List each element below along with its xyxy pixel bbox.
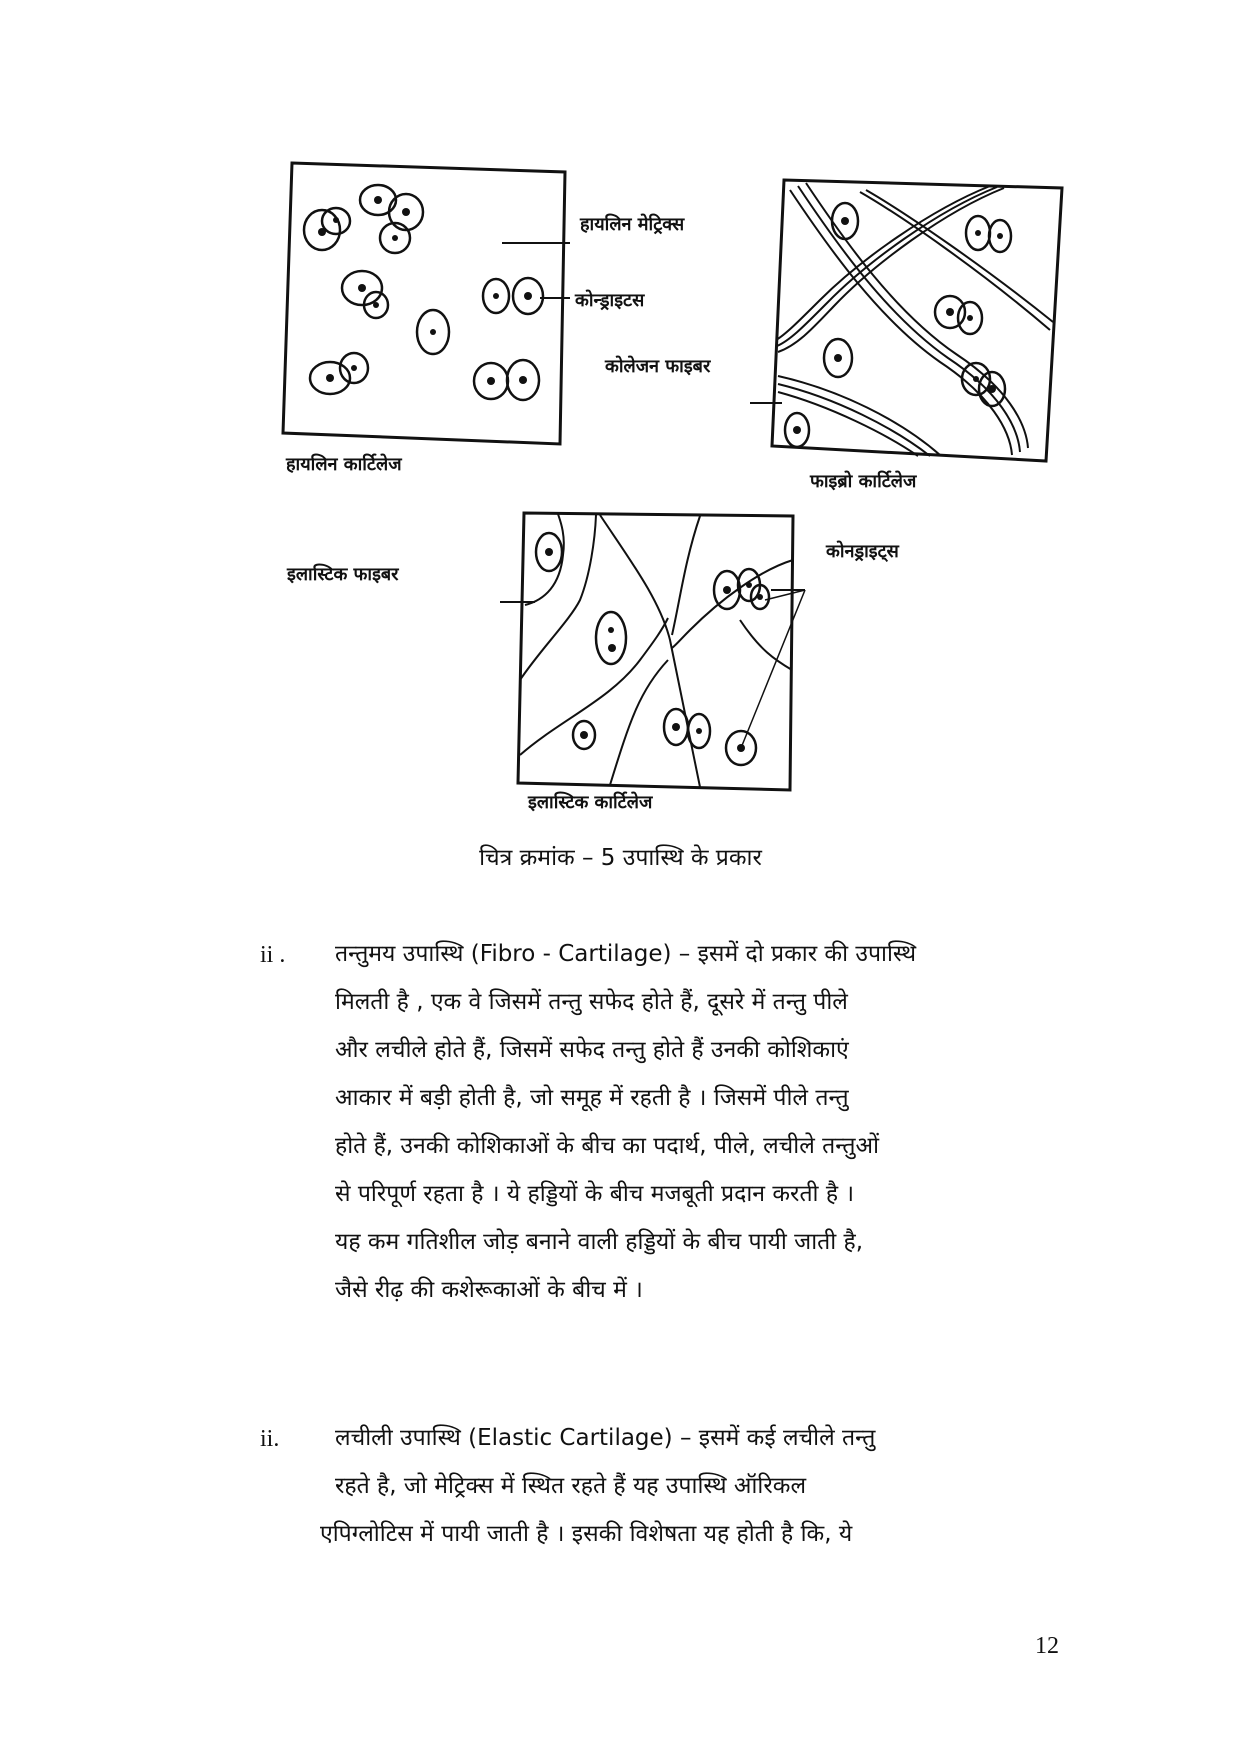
paragraph-line: लचीली उपास्थि (Elastic Cartilage) – इसमें कई लचीले तन्तु <box>335 1425 876 1451</box>
elastic-fiber-label: इलास्टिक फाइबर <box>287 564 399 585</box>
paragraph-line: रहते है, जो मेट्रिक्स में स्थित रहते हैं यह उपास्थि ऑरिकल <box>335 1473 807 1499</box>
paragraph-line: जैसे रीढ़ की कशेरूकाओं के बीच में । <box>335 1277 643 1303</box>
section-paragraph <box>320 1414 1055 1558</box>
cartilage-figure <box>0 0 1241 830</box>
hyaline-cartilage-diagram <box>283 163 711 475</box>
hyaline-cartilage-title: हायलिन कार्टिलेज <box>286 454 402 475</box>
figure-caption: चित्र क्रमांक – 5 उपास्थि के प्रकार <box>479 845 762 871</box>
paragraph-line: तन्तुमय उपास्थि (Fibro - Cartilage) – इसमें दो प्रकार की उपास्थि <box>335 941 917 967</box>
elastic-cartilage-diagram <box>286 513 900 813</box>
fibro-cartilage-diagram <box>750 180 1062 492</box>
paragraph-line: एपिग्लोटिस में पायी जाती है । इसकी विशेषता यह होती है कि, ये <box>320 1521 853 1547</box>
collagen-fiber-label: कोलेजन फाइबर <box>605 356 711 377</box>
fibro-cartilage-title: फाइब्रो कार्टिलेज <box>810 471 917 492</box>
elastic-cartilage-title: इलास्टिक कार्टिलेज <box>528 792 653 813</box>
elastic-chondrocytes-label: कोनड्राइट्स <box>826 541 899 562</box>
paragraph-line: आकार में बड़ी होती है, जो समूह में रहती है । जिसमें पीले तन्तु <box>335 1085 849 1111</box>
paragraph-line: और लचीले होते हैं, जिसमें सफेद तन्तु होते हैं उनकी कोशिकाएं <box>335 1037 849 1063</box>
section-paragraph <box>335 930 1055 1314</box>
paragraph-line: मिलती है , एक वे जिसमें तन्तु सफेद होते हैं, दूसरे में तन्तु पीले <box>335 989 848 1015</box>
section-number: ii . <box>260 942 286 968</box>
section-number: ii. <box>260 1426 280 1452</box>
paragraph-line: होते हैं, उनकी कोशिकाओं के बीच का पदार्थ, पीले, लचीले तन्तुओं <box>335 1133 879 1159</box>
page-number: 12 <box>1035 1633 1059 1659</box>
paragraph-line: से परिपूर्ण रहता है । ये हड्डियों के बीच मजबूती प्रदान करती है । <box>335 1181 855 1207</box>
hyaline-matrix-label: हायलिन मेट्रिक्स <box>580 214 685 235</box>
paragraph-line: यह कम गतिशील जोड़ बनाने वाली हड्डियों के बीच पायी जाती है, <box>335 1229 864 1255</box>
hyaline-chondrocytes-label: कोन्ड्राइटस <box>575 290 645 311</box>
